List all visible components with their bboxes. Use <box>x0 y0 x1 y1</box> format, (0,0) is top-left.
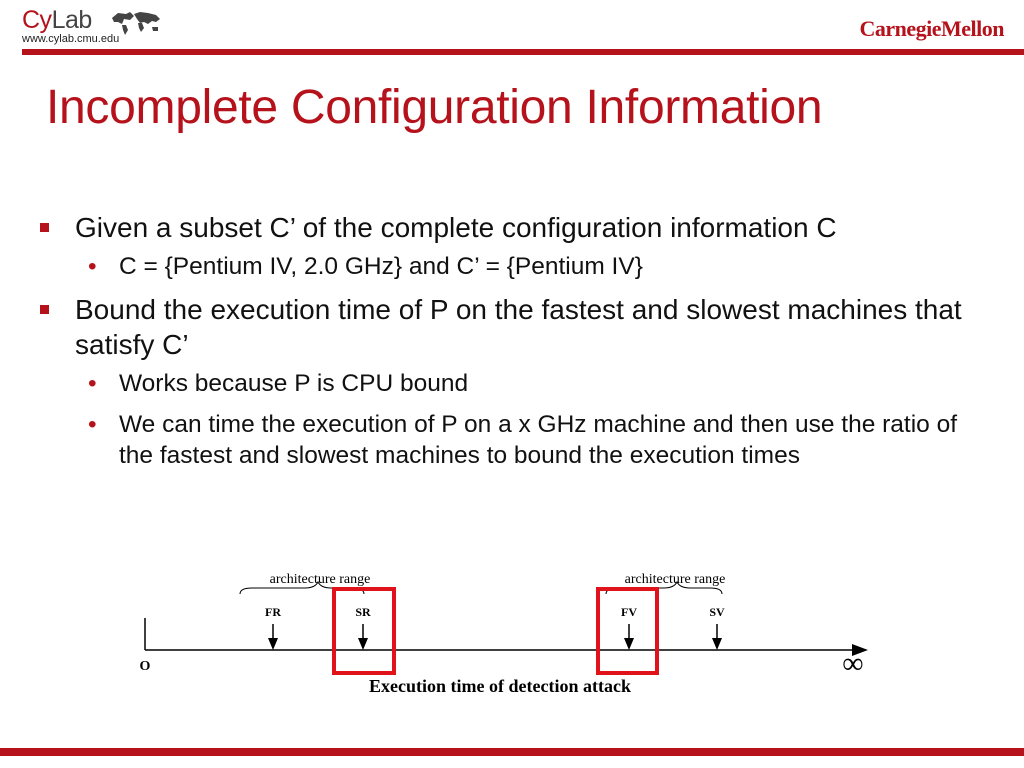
diagram-caption: Execution time of detection attack <box>369 676 631 696</box>
highlight-box-sr <box>332 587 396 675</box>
bullet-list <box>36 210 996 481</box>
marker-arrow-fr <box>268 624 278 650</box>
range-label-right: architecture range <box>624 572 726 587</box>
bullet-item <box>36 210 996 245</box>
cylab-url: www.cylab.cmu.edu <box>22 33 120 45</box>
square-bullet-icon <box>40 305 49 314</box>
sub-bullet-text: C = {Pentium IV, 2.0 GHz} and C’ = {Pentium IV} <box>119 253 643 280</box>
dot-bullet-icon: • <box>88 253 97 280</box>
cylab-logo-name <box>22 6 119 35</box>
bullet-text: Bound the execution time of P on the fastest and slowest machines that satisfy C’ <box>75 294 962 360</box>
marker-label-sv: SV <box>709 605 725 619</box>
cylab-logo-cy: Cy <box>22 6 52 34</box>
slide-title: Incomplete Configuration Information <box>46 81 823 134</box>
dot-bullet-icon: • <box>88 370 97 397</box>
dot-bullet-icon: • <box>88 411 97 438</box>
marker-label-fr: FR <box>265 605 281 619</box>
header-rule <box>22 49 1024 55</box>
footer-rule <box>0 748 1024 756</box>
highlight-box-fv <box>596 587 659 675</box>
cylab-logo-lab: Lab <box>51 6 92 34</box>
marker-arrow-sv <box>712 624 722 650</box>
world-map-icon <box>110 10 162 36</box>
sub-bullet-item <box>36 251 996 282</box>
sub-bullet-text: We can time the execution of P on a x GHz machine and then use the ratio of the fastest and slowest machines to bound the execution times <box>119 411 958 469</box>
axis-origin-label: O <box>139 659 151 674</box>
axis-infinity-label: ∞ <box>842 647 864 680</box>
carnegie-mellon-logo: CarnegieMellon <box>859 16 1004 41</box>
bullet-item <box>36 292 996 362</box>
range-label-left: architecture range <box>269 572 371 587</box>
marker-label-sr: SR <box>355 605 371 619</box>
sub-bullet-text: Works because P is CPU bound <box>119 370 469 397</box>
execution-time-diagram <box>120 560 880 700</box>
sub-bullet-item <box>36 368 996 399</box>
square-bullet-icon <box>40 223 49 232</box>
bullet-text: Given a subset C’ of the complete configuration information C <box>75 212 837 243</box>
marker-label-fv: FV <box>621 605 637 619</box>
timeline-svg <box>120 560 880 700</box>
sub-bullet-item <box>36 409 996 471</box>
cylab-logo <box>22 6 119 45</box>
